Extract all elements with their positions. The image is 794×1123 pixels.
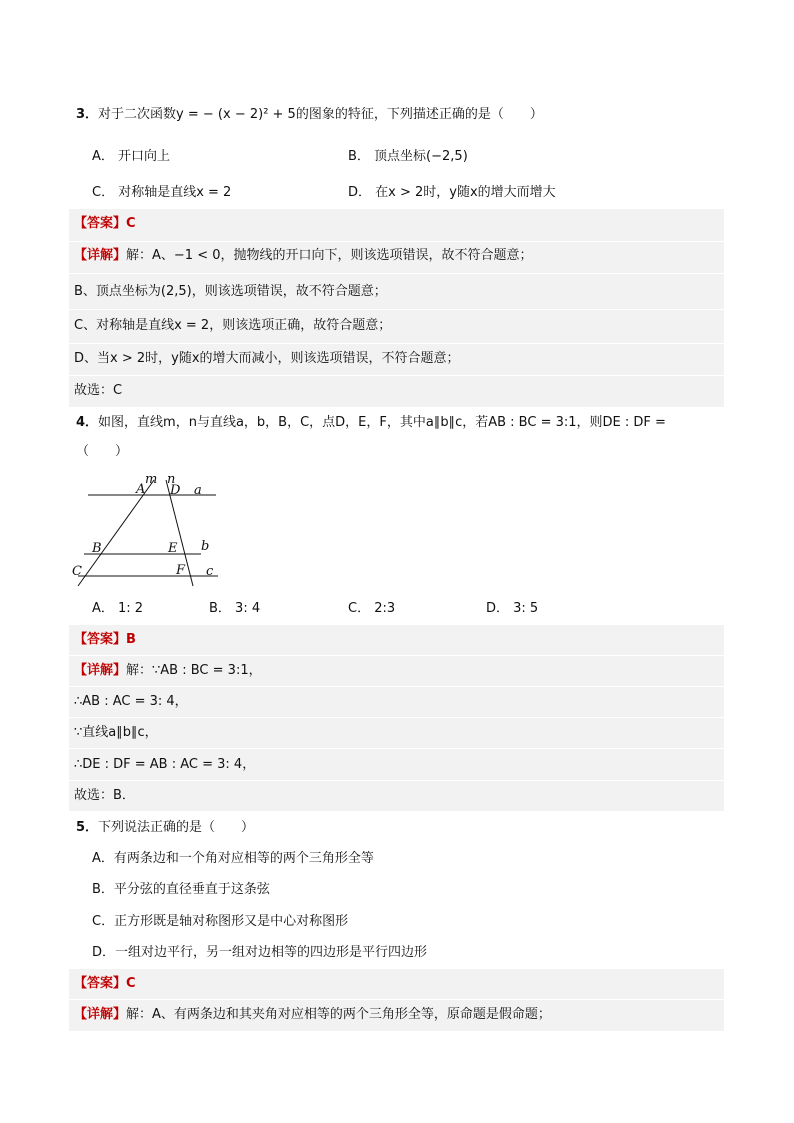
q3-answer [74, 214, 136, 234]
label-F: F [176, 563, 186, 578]
label-c: c [206, 564, 214, 579]
label-B: B [92, 541, 102, 556]
q4-detail-line-4: ∴DE : DF = AB : AC = 3: 4， [74, 757, 256, 772]
q4-stem-line-2: （ ） [76, 444, 129, 459]
q3-option-b: B． 顶点坐标(−2,5) [348, 149, 468, 164]
q3-stem [76, 105, 543, 125]
q3-detail-text-1: 解：A、−1 < 0，抛物线的开口向下，则该选项错误，故不符合题意； [126, 248, 533, 263]
q3-stem-text: 对于二次函数y = − (x − 2)² + 5的图象的特征，下列描述正确的是（ ） [98, 107, 543, 122]
q3-number: 3． [76, 107, 99, 122]
q4-stem-line-1 [76, 413, 666, 433]
q5-answer-label: 【答案】C [74, 976, 136, 991]
label-n: n [167, 472, 176, 487]
q5-option-c: C．正方形既是轴对称图形又是中心对称图形 [92, 914, 349, 929]
q4-option-a: A． 1: 2 [92, 601, 144, 616]
label-b: b [201, 539, 210, 554]
q4-answer-label: 【答案】B [74, 632, 136, 647]
q3-detail-line-2: B、顶点坐标为(2,5)，则该选项错误，故不符合题意； [74, 284, 387, 299]
q5-option-d: D．一组对边平行，另一组对边相等的四边形是平行四边形 [92, 945, 428, 960]
q4-answer [74, 630, 136, 650]
q5-number: 5． [76, 820, 99, 835]
label-D: D [170, 483, 181, 498]
label-E: E [168, 541, 178, 556]
q3-option-a: A． 开口向上 [92, 149, 171, 164]
q4-option-b: B． 3: 4 [209, 601, 261, 616]
q4-detail-label: 【详解】 [74, 663, 127, 678]
q4-option-d: D． 3: 5 [486, 601, 539, 616]
label-C: C [72, 564, 82, 579]
q3-detail-line-3: C、对称轴是直线x = 2，则该选项正确，故符合题意； [74, 318, 392, 333]
q4-detail-text-1: 解：∵AB : BC = 3:1， [126, 663, 262, 678]
q3-detail-line-4: D、当x > 2时，y随x的增大而减小，则该选项错误，不符合题意； [74, 351, 460, 366]
q5-detail-line-1 [74, 1005, 551, 1025]
q3-solution-band [69, 209, 724, 407]
q5-detail-text-1: 解：A、有两条边和其夹角对应相等的两个三角形全等，原命题是假命题； [126, 1007, 551, 1022]
parallel-lines-figure [66, 470, 226, 588]
q5-stem [76, 818, 254, 838]
q5-option-a: A．有两条边和一个角对应相等的两个三角形全等 [92, 851, 374, 866]
q4-option-c: C． 2:3 [348, 601, 396, 616]
q3-option-d: D． 在x > 2时，y随x的增大而增大 [348, 185, 556, 200]
q4-solution-band [69, 625, 724, 811]
q3-option-c: C． 对称轴是直线x = 2 [92, 185, 232, 200]
q5-answer [74, 974, 136, 994]
q3-detail-label: 【详解】 [74, 248, 127, 263]
label-a: a [194, 483, 202, 498]
q3-detail-line-1 [74, 246, 533, 266]
label-m: m [145, 472, 158, 487]
q5-option-b: B．平分弦的直径垂直于这条弦 [92, 882, 270, 897]
q5-stem-text: 下列说法正确的是（ ） [98, 820, 255, 835]
q3-answer-label: 【答案】C [74, 216, 136, 231]
q5-detail-label: 【详解】 [74, 1007, 127, 1022]
q4-detail-line-3: ∵直线a∥b∥c， [74, 725, 158, 740]
q4-detail-line-1 [74, 661, 262, 681]
q4-detail-line-5: 故选：B． [74, 788, 135, 803]
label-A: A [136, 482, 146, 497]
q4-number: 4． [76, 415, 99, 430]
q3-detail-line-5: 故选：C [74, 383, 123, 398]
q4-stem-text: 如图，直线m，n与直线a，b，B，C，点D，E，F，其中a∥b∥c，若AB : BC = 3:1，则DE : DF = [98, 415, 666, 430]
q4-detail-line-2: ∴AB : AC = 3: 4， [74, 694, 188, 709]
